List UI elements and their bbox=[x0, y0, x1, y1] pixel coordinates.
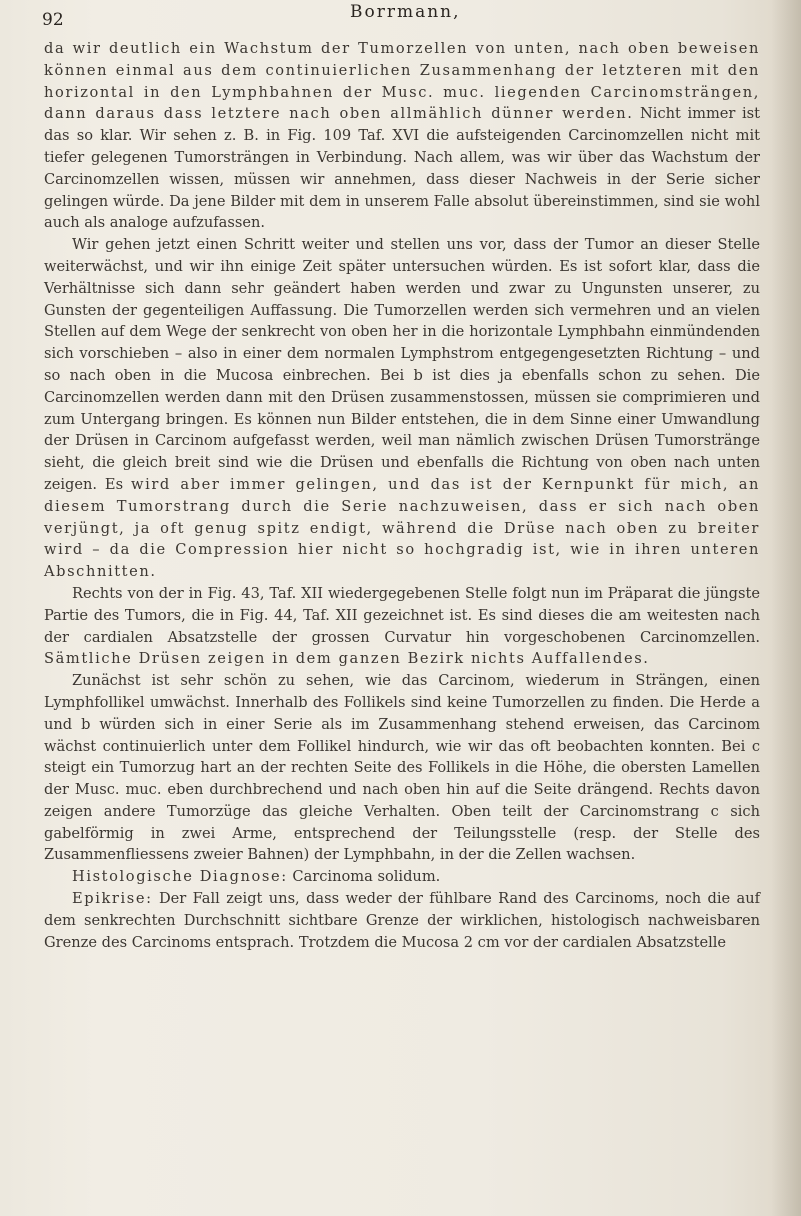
page-header bbox=[42, 2, 762, 32]
page-number: 92 bbox=[42, 10, 64, 30]
text-run: Sämtliche Drüsen zeigen in dem ganzen Bezirk nichts Auffallendes. bbox=[44, 650, 650, 668]
text-run: Carcinoma solidum. bbox=[287, 868, 441, 886]
text-run: Rechts von der in Fig. 43, Taf. XII wiedergegebenen Stelle folgt nun im Präparat die jüngste Partie des Tumors, die in Fig. 44, Taf. XII gezeichnet ist. Es sind dieses die am weitesten nach der cardialen Absatzstelle der grossen Curvatur hin vorgeschobenen Carcinomzellen. bbox=[44, 584, 760, 646]
paragraph-6 bbox=[44, 888, 760, 953]
text-run: da wir deutlich ein Wachstum der Tumorzellen von unten, nach oben beweisen können einmal aus dem continuierlichen Zusammenhang der letzteren mit den horizontal in den Lymphbahnen der Musc. muc. liegenden Carcinomsträngen, dann daraus dass letztere nach oben allmählich dünner werden. bbox=[44, 40, 760, 123]
text-run: Epikrise: bbox=[72, 890, 153, 908]
paragraph-5 bbox=[44, 866, 760, 888]
paragraph-3 bbox=[44, 583, 760, 670]
paragraph-2 bbox=[44, 234, 760, 583]
text-run: wird aber immer gelingen, und das ist der Kernpunkt für mich, an diesem Tumorstrang durch die Serie nachzuweisen, dass er sich nach oben verjüngt, ja oft genug spitz endigt, während die Drüse nach oben zu breiter wird – da die Compression hier nicht so hochgradig ist, wie in ihren unteren Abschnitten. bbox=[44, 475, 760, 581]
page-edge-shadow bbox=[771, 0, 801, 1216]
text-run: Nicht immer ist das so klar. Wir sehen z. B. in Fig. 109 Taf. XVI die aufsteigenden Carcinomzellen nicht mit tiefer gelegenen Tumorsträngen in Verbindung. Nach allem, was wir über das Wachstum der Carcinomzellen wissen, müssen wir annehmen, dass dieser Nachweis in der Serie sicher gelingen würde. Da jene Bilder mit dem in unserem Falle absolut übereinstimmen, sind sie wohl auch als analoge aufzufassen. bbox=[44, 105, 760, 232]
paragraph-4 bbox=[44, 670, 760, 866]
body-text bbox=[44, 38, 760, 953]
running-head: Borrmann, bbox=[350, 2, 461, 22]
text-run: Histologische Diagnose: bbox=[72, 868, 288, 886]
text-run: Wir gehen jetzt einen Schritt weiter und stellen uns vor, dass der Tumor an dieser Stelle weiterwächst, und wir ihn einige Zeit später untersuchen würden. Es ist sofort klar, dass die Verhältnisse sich dann sehr geändert haben werden und zwar zu Ungunsten unserer, zu Gunsten der gegenteiligen Auffassung. Die Tumorzellen werden sich vermehren und an vielen Stellen auf dem Wege der senkrecht von oben her in die horizontale Lymphbahn einmündenden sich vorschieben – also in einer dem normalen Lymphstrom entgegengesetzten Richtung – und so nach oben in die Mucosa einbrechen. Bei b ist dies ja ebenfalls schon zu sehen. Die Carcinomzellen werden dann mit den Drüsen zusammenstossen, müssen sie comprimieren und zum Untergang bringen. Es können nun Bilder entstehen, die in dem Sinne einer Umwandlung der Drüsen in Carcinom aufgefasst werden, weil man nämlich zwischen Drüsen Tumorstränge sieht, die gleich breit sind wie die Drüsen und ebenfalls die Richtung von oben nach unten zeigen. Es bbox=[44, 236, 760, 493]
paragraph-1 bbox=[44, 38, 760, 234]
text-run: Zunächst ist sehr schön zu sehen, wie das Carcinom, wiederum in Strängen, einen Lymphfollikel umwächst. Innerhalb des Follikels sind keine Tumorzellen zu finden. Die Herde a und b würden sich in einer Serie als im Zusammenhang stehend erweisen, das Carcinom wächst continuierlich unter dem Follikel hindurch, wie wir das oft beobachten konnten. Bei c steigt ein Tumorzug hart an der rechten Seite des Follikels in die Höhe, die obersten Lamellen der Musc. muc. eben durchbrechend und nach oben hin auf die Seite drängend. Rechts davon zeigen andere Tumorzüge das gleiche Verhalten. Oben teilt der Carcinomstrang c sich gabelförmig in zwei Arme, entsprechend der Teilungsstelle (resp. der Stelle des Zusammenfliessens zweier Bahnen) der Lymphbahn, in der die Zellen wachsen. bbox=[44, 672, 760, 864]
text-run: Der Fall zeigt uns, dass weder der fühlbare Rand des Carcinoms, noch die auf dem senkrechten Durchschnitt sichtbare Grenze der wirklichen, histologisch nachweisbaren Grenze des Carcinoms entsprach. Trotzdem die Mucosa 2 cm vor der cardialen Absatzstelle bbox=[44, 890, 760, 951]
